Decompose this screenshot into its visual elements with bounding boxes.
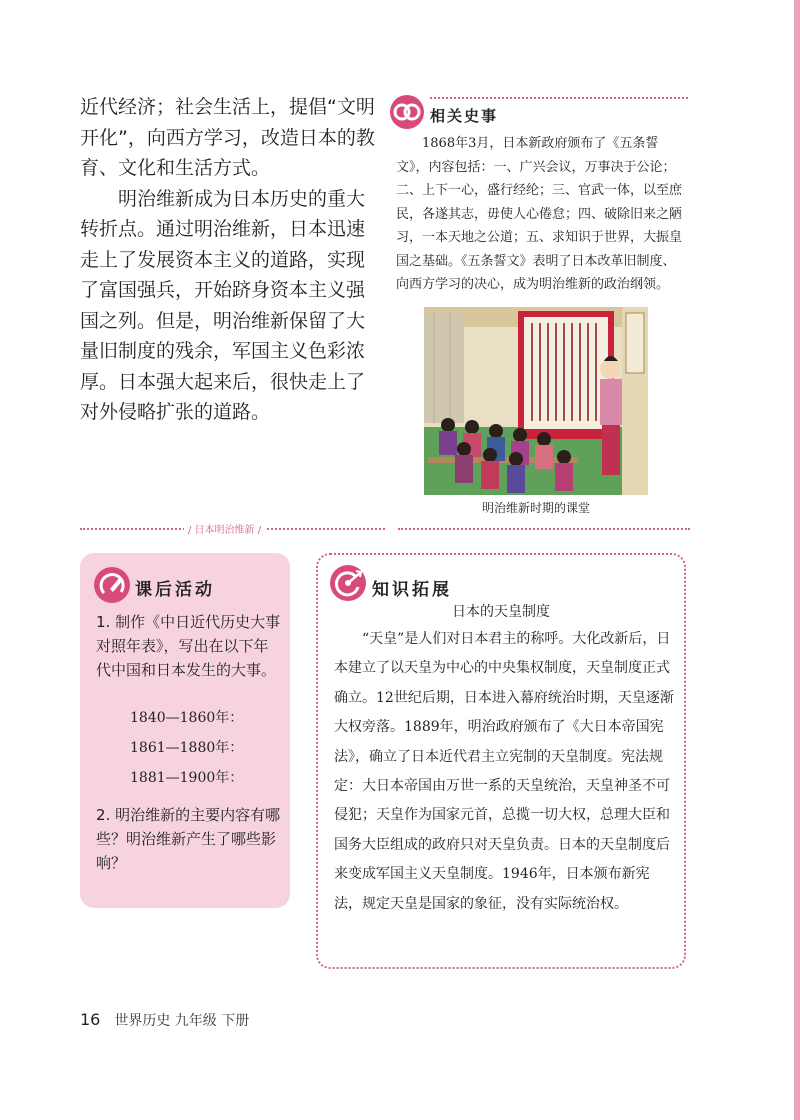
knowledge-title: 知识拓展: [372, 580, 452, 600]
related-history-text: 1868年3月，日本新政府颁布了《五条誓文》，内容包括：一、广兴会议，万事决于公论；二、上下一心，盛行经纶；三、官武一体，以至庶民，各遂其志，毋使人心倦怠；四、破除旧来之陋习，一本天地之公道；五、求知识于世界，大振皇国之基础。《五条誓文》表明了日本改革旧制度、向西方学习的决心，成为明治维新的政治纲领。: [396, 136, 683, 292]
activity-title: 课后活动: [135, 580, 215, 600]
knowledge-extension-box: [316, 553, 686, 969]
year-row: 1840—1860年：: [130, 710, 244, 726]
related-history-header: [390, 95, 688, 135]
figure-caption: 明治维新时期的课堂: [481, 501, 590, 515]
arrow-target-icon: [330, 565, 366, 601]
page-edge-stripe: [794, 0, 800, 1120]
after-class-activity-box: [80, 553, 290, 908]
section-tag: / 日本明治维新 /: [184, 521, 265, 536]
related-history-title: 相关史事: [430, 107, 499, 125]
related-history-icon: [390, 95, 424, 129]
main-paragraph-2: 明治维新成为日本历史的重大转折点。通过明治维新，日本迅速走上了发展资本主义的道路，实现了富国强兵，开始跻身资本主义强国之列。但是，明治维新保留了大量旧制度的残余，军国主义色彩浓厚。日本强大起来后，很快走上了对外侵略扩张的道路。: [80, 187, 366, 423]
main-text: [80, 92, 380, 428]
activity-question-2: 2. 明治维新的主要内容有哪些？明治维新产生了哪些影响？: [96, 806, 281, 872]
pen-icon: [94, 567, 130, 603]
activity-question-1: 1. 制作《中日近代历史大事对照年表》，写出在以下年代中国和日本发生的大事。: [96, 613, 281, 679]
book-title: 世界历史 九年级 下册: [114, 1013, 250, 1029]
section-divider: [80, 524, 385, 534]
header-dotted-line: [430, 97, 688, 99]
main-paragraph-1: 近代经济；社会生活上，提倡“文明开化”，向西方学习，改造日本的教育、文化和生活方式。: [80, 96, 375, 179]
page-number: 16: [80, 1010, 101, 1029]
knowledge-subtitle: 日本的天皇制度: [452, 604, 550, 620]
knowledge-text: “天皇”是人们对日本君主的称呼。大化改新后，日本建立了以天皇为中心的中央集权制度，天皇制度正式确立。12世纪后期，日本进入幕府统治时期，天皇逐渐大权旁落。1889年，明治政府颁布了《大日本帝国宪法》，确立了日本近代君主立宪制的天皇制度。宪法规定：大日本帝国由万世一系的天皇统治，天皇神圣不可侵犯；天皇作为国家元首，总揽一切大权，总理大臣和国务大臣组成的政府只对天皇负责。日本的天皇制度后来变成军国主义天皇制度。1946年，日本颁布新宪法，规定天皇是国家的象征，没有实际统治权。: [334, 631, 674, 912]
page-footer: [80, 1010, 249, 1030]
meiji-classroom-illustration: [424, 307, 648, 495]
year-row: 1861—1880年：: [130, 740, 244, 756]
year-row: 1881—1900年：: [130, 770, 244, 786]
divider-dotted-line-right: [398, 528, 690, 530]
